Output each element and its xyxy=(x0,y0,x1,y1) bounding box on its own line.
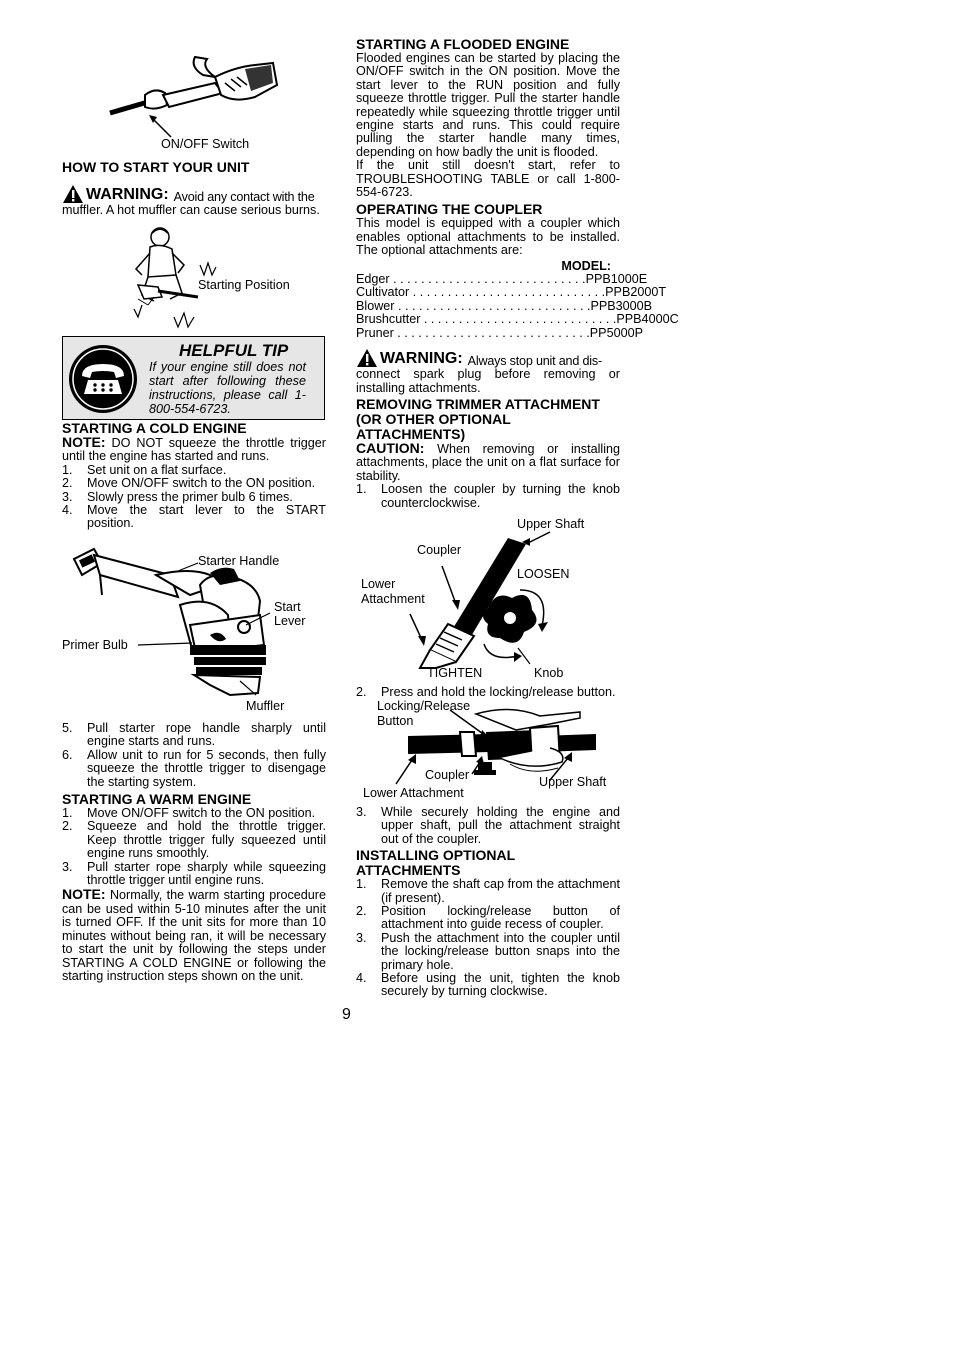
flooded-engine-text-2: If the unit still doesn't start, refer to TROUBLESHOOTING TABLE or call 1-800-554-6723. xyxy=(356,158,620,200)
helpful-tip-text: If your engine still does not start after following these instructions, please call 1-800-554-6723. xyxy=(149,360,306,416)
operating-coupler-heading: OPERATING THE COUPLER xyxy=(356,201,543,218)
list-item: 1. Set unit on a flat surface. xyxy=(62,462,227,477)
operating-coupler-text: This model is equipped with a coupler which enables optional attachments to be installed. The optional attachments are: xyxy=(356,216,620,258)
table-row: Pruner . . . . . . . . . . . . . . . . . . . . . . . . . . . . PP5000P xyxy=(356,325,643,340)
list-item: 2. Position locking/release button of attachment into guide recess of coupler. xyxy=(356,904,620,932)
button-label: Button xyxy=(377,714,414,728)
table-row: Cultivator . . . . . . . . . . . . . . . . . . . . . . . . . . . . PPB2000T xyxy=(356,285,667,300)
installing-steps xyxy=(356,878,620,999)
warm-engine-heading: STARTING A WARM ENGINE xyxy=(62,791,252,808)
starting-position-label: Starting Position xyxy=(198,278,290,292)
warning-triangle-icon xyxy=(356,348,378,368)
primer-bulb-label: Primer Bulb xyxy=(62,638,128,652)
tighten-label: TIGHTEN xyxy=(427,666,483,680)
table-row: Blower . . . . . . . . . . . . . . . . . . . . . . . . . . . . PPB3000B xyxy=(356,298,653,313)
caution-label: CAUTION: xyxy=(356,440,425,456)
caution-text: When removing or installing attachments, place the unit on a flat surface for stability. xyxy=(356,442,620,483)
removing-step-3-and-installing xyxy=(356,806,620,999)
list-item: 4. Move the start lever to the START position. xyxy=(62,503,326,531)
warm-engine-steps xyxy=(62,807,326,887)
locking-release-label: Locking/Release xyxy=(377,699,471,713)
model-header: MODEL: xyxy=(561,258,611,273)
upper-shaft-label: Upper Shaft xyxy=(517,517,585,531)
coupler-label: Coupler xyxy=(417,543,462,557)
cold-engine-heading: STARTING A COLD ENGINE xyxy=(62,420,247,436)
coupler-label-2: Coupler xyxy=(425,768,470,782)
cold-engine-section xyxy=(62,421,326,531)
warning-label: WARNING: xyxy=(380,350,463,368)
warning-text-inline: Avoid any contact with the xyxy=(173,190,315,204)
helpful-tip-box xyxy=(62,336,325,420)
list-item: 4. Before using the unit, tighten the knob securely by turning clockwise. xyxy=(356,971,620,999)
warm-note-text: Normally, the warm starting procedure can be used within 5-10 minutes after the unit is turned OFF. If the unit sits for more than 10 minutes without being ran, it will be necessary to start the unit by following the steps under STARTING A COLD ENGINE or following the starting instruction steps shown on the unit. xyxy=(62,888,327,983)
list-item: 6. Allow unit to run for 5 seconds, then fully squeeze the throttle trigger to disengage the starting system. xyxy=(62,747,326,789)
list-item: 3. Pull starter rope sharply while squeezing throttle trigger until engine runs. xyxy=(62,859,326,888)
list-item: 1. Move ON/OFF switch to the ON position. xyxy=(62,806,316,821)
list-item: 1. Remove the shaft cap from the attachment (if present). xyxy=(356,877,620,905)
cold-engine-steps xyxy=(62,464,326,531)
lower-attachment-label: Lower Attachment xyxy=(363,786,464,800)
list-item: 5. Pull starter rope handle sharply until engine starts and runs. xyxy=(62,721,326,749)
note-label: NOTE: xyxy=(62,886,106,903)
list-item: 3. While securely holding the engine and upper shaft, pull the attachment straight out of the coupler. xyxy=(356,805,620,846)
page-number: 9 xyxy=(342,1006,351,1023)
list-item: 2. Move ON/OFF switch to the ON position. xyxy=(62,476,316,491)
warning-text: connect spark plug before removing or installing attachments. xyxy=(356,367,620,395)
how-to-start-heading: HOW TO START YOUR UNIT xyxy=(62,159,250,175)
installing-heading: INSTALLING OPTIONAL ATTACHMENTS xyxy=(356,847,515,879)
table-row: Edger . . . . . . . . . . . . . . . . . . . . . . . . . . . . PPB1000E xyxy=(356,271,648,286)
removing-step-2 xyxy=(356,686,620,699)
warning-spark-plug xyxy=(356,348,620,395)
knob-label: Knob xyxy=(534,666,564,680)
telephone-icon xyxy=(68,344,138,414)
table-row: Brushcutter . . . . . . . . . . . . . . . . . . . . . . . . . . . . PPB4000C xyxy=(356,312,679,327)
warning-triangle-icon xyxy=(62,184,84,204)
warning-muffler xyxy=(62,184,326,217)
lower-label: Lower xyxy=(361,577,396,591)
attachment-label: Attachment xyxy=(361,592,425,606)
start-label: Start xyxy=(274,600,301,614)
upper-shaft-label-2: Upper Shaft xyxy=(539,775,607,789)
engine-illustration xyxy=(60,545,330,715)
starter-handle-label: Starter Handle xyxy=(198,554,280,568)
warning-label: WARNING: xyxy=(86,186,169,203)
flooded-engine-text: Flooded engines can be started by placing the ON/OFF switch in the ON position. Move the start lever to the RUN position and fully squeeze throttle trigger. Pull the starter handle repeatedly while squeezing throttle trigger until engine starts and runs. This could require pulling the starter handle many times, depending on how badly the unit is flooded. xyxy=(356,51,620,159)
cold-engine-steps-continued xyxy=(62,722,326,983)
removing-attachment-heading: REMOVING TRIMMER ATTACHMENT (OR OTHER OPTIONAL ATTACHMENTS) xyxy=(356,396,600,442)
list-item: 2. Press and hold the locking/release button. xyxy=(356,685,616,699)
flooded-engine-heading: STARTING A FLOODED ENGINE xyxy=(356,36,570,52)
warning-text: muffler. A hot muffler can cause serious burns. xyxy=(62,203,320,217)
muffler-label: Muffler xyxy=(246,699,285,713)
lever-label: Lever xyxy=(274,614,306,628)
onoff-switch-illustration xyxy=(105,55,285,145)
flooded-engine-section xyxy=(356,36,679,510)
helpful-tip-title: HELPFUL TIP xyxy=(179,341,289,360)
models-table xyxy=(356,271,679,341)
list-item: 3. Push the attachment into the coupler until the locking/release button snaps into the primary hole. xyxy=(356,930,620,972)
note-label: NOTE: xyxy=(62,434,106,450)
list-item: 2. Squeeze and hold the throttle trigger. Keep throttle trigger fully squeezed until engine runs smoothly. xyxy=(62,819,326,861)
list-item: 1. Loosen the coupler by turning the knob counterclockwise. xyxy=(356,482,620,510)
onoff-switch-label: ON/OFF Switch xyxy=(161,137,250,151)
warning-text-inline: Always stop unit and dis- xyxy=(467,354,602,369)
loosen-label: LOOSEN xyxy=(517,567,570,581)
list-item: 3. Slowly press the primer bulb 6 times. xyxy=(62,489,293,504)
cold-note-text: DO NOT squeeze the throttle trigger until the engine has started and runs. xyxy=(62,436,327,464)
